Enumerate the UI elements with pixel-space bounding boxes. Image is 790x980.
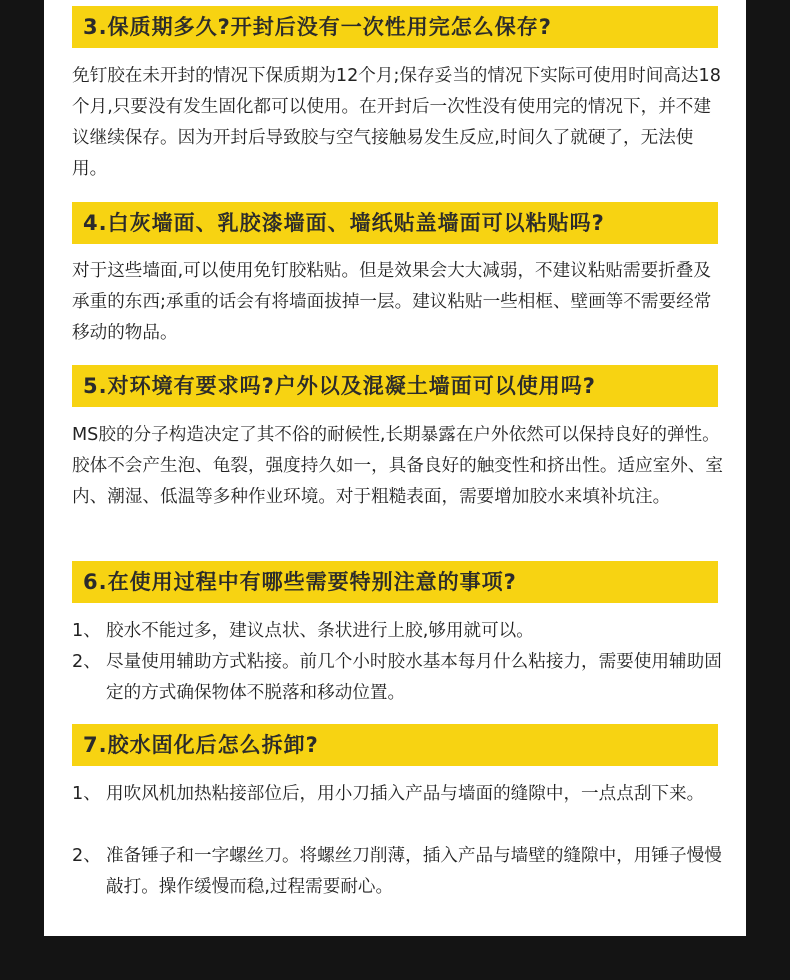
list-item: [72, 616, 724, 647]
list-item-number: 2、: [72, 846, 101, 866]
list-item-number: 1、: [72, 621, 101, 641]
list-item: [72, 841, 724, 903]
list-item: [72, 647, 724, 709]
list-item-text: 胶水不能过多，建议点状、条状进行上胶,够用就可以。: [106, 621, 534, 641]
list-item-text: 用吹风机加热粘接部位后，用小刀插入产品与墙面的缝隙中，一点点刮下来。: [106, 784, 705, 804]
section-heading-wall-types: 4.白灰墙面、乳胶漆墙面、墙纸贴盖墙面可以粘贴吗?: [72, 202, 718, 244]
section-heading-environment: 5.对环境有要求吗?户外以及混凝土墙面可以使用吗?: [72, 365, 718, 407]
list-item-text: 尽量使用辅助方式粘接。前几个小时胶水基本每月什么粘接力，需要使用辅助固定的方式确保物体不脱落和移动位置。: [106, 652, 722, 703]
section-body-wall-types: 对于这些墙面,可以使用免钉胶粘贴。但是效果会大大减弱，不建议粘贴需要折叠及承重的东西;承重的话会有将墙面拔掉一层。建议粘贴一些相框、壁画等不需要经常移动的物品。: [72, 261, 712, 343]
list-item-text: 准备锤子和一字螺丝刀。将螺丝刀削薄，插入产品与墙壁的缝隙中，用锤子慢慢敲打。操作缓慢而稳,过程需要耐心。: [106, 846, 722, 897]
section-heading-removal: 7.胶水固化后怎么拆卸?: [72, 724, 718, 766]
list-item-number: 1、: [72, 784, 101, 804]
section-body-environment: MS胶的分子构造决定了其不俗的耐候性,长期暴露在户外依然可以保持良好的弹性。胶体不会产生泡、龟裂，强度持久如一，具备良好的触变性和挤出性。适应室外、室内、潮湿、低温等多种作业环境。对于粗糙表面，需要增加胶水来填补坑注。: [72, 425, 723, 507]
list-item: [72, 779, 724, 810]
section-body-storage: 免钉胶在未开封的情况下保质期为12个月;保存妥当的情况下实际可使用时间高达18个月,只要没有发生固化都可以使用。在开封后一次性没有使用完的情况下，并不建议继续保存。因为开封后导致胶与空气接触易发生反应,时间久了就硬了，无法使用。: [72, 66, 721, 179]
section-heading-precautions: 6.在使用过程中有哪些需要特别注意的事项?: [72, 561, 718, 603]
content-card: [44, 0, 746, 936]
list-item-number: 2、: [72, 652, 101, 672]
section-heading-storage: 3.保质期多久?开封后没有一次性用完怎么保存?: [72, 6, 718, 48]
